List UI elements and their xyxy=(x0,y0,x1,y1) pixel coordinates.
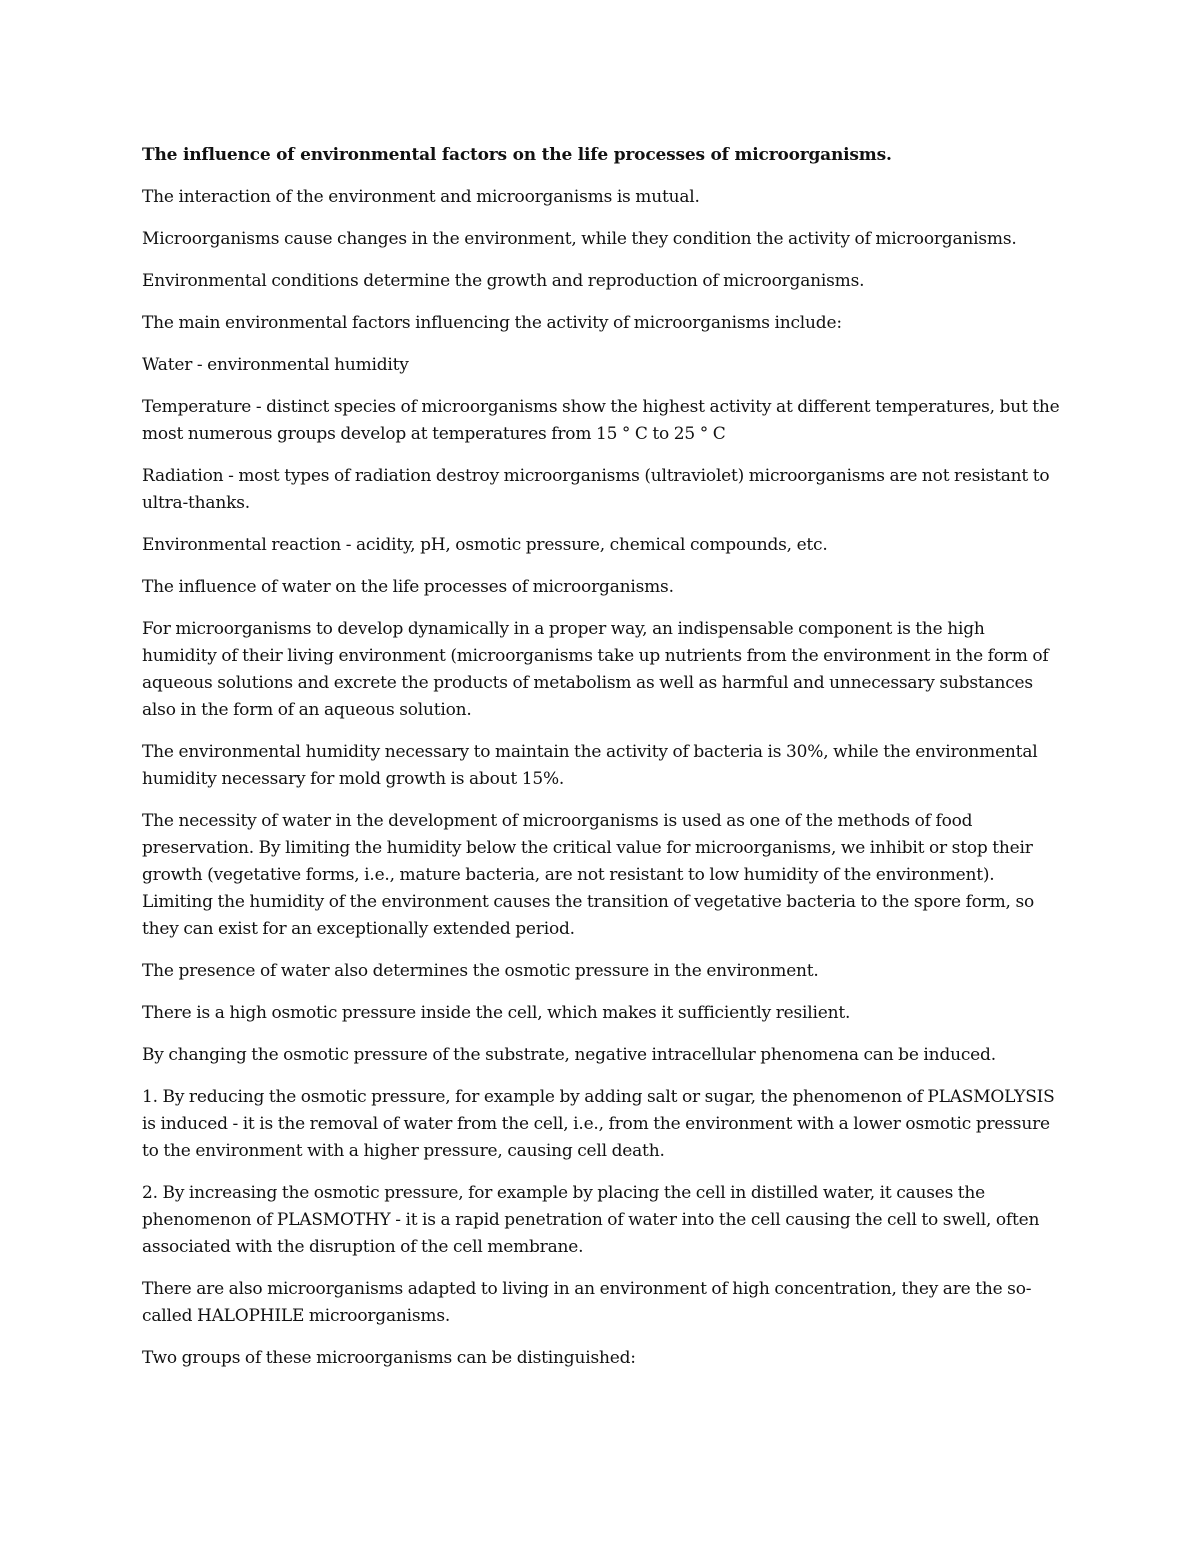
paragraph: The interaction of the environment and microorganisms is mutual. xyxy=(142,187,700,207)
paragraph: The main environmental factors influencing the activity of microorganisms include: xyxy=(142,313,842,333)
document-body xyxy=(142,142,1062,1387)
document-title: The influence of environmental factors on the life processes of microorganisms. xyxy=(142,145,892,165)
paragraph: Microorganisms cause changes in the environment, while they condition the activity of microorganisms. xyxy=(142,229,1017,249)
paragraph: There are also microorganisms adapted to living in an environment of high concentration, they are the so-called HALOPHILE microorganisms. xyxy=(142,1279,1032,1326)
paragraph: For microorganisms to develop dynamically in a proper way, an indispensable component is the high humidity of their living environment (microorganisms take up nutrients from the environment in the form of aqueous solutions and excrete the products of metabolism as well as harmful and unnecessary substances also in the form of an aqueous solution. xyxy=(142,619,1049,720)
paragraph: There is a high osmotic pressure inside the cell, which makes it sufficiently resilient. xyxy=(142,1003,851,1023)
paragraph: The necessity of water in the development of microorganisms is used as one of the methods of food preservation. By limiting the humidity below the critical value for microorganisms, we inhibit or stop their growth (vegetative forms, i.e., mature bacteria, are not resistant to low humidity of the environment). Limiting the humidity of the environment causes the transition of vegetative bacteria to the spore form, so they can exist for an exceptionally extended period. xyxy=(142,811,1035,939)
paragraph: By changing the osmotic pressure of the substrate, negative intracellular phenomena can be induced. xyxy=(142,1045,996,1065)
list-item: 1. By reducing the osmotic pressure, for example by adding salt or sugar, the phenomenon of PLASMOLYSIS is induced - it is the removal of water from the cell, i.e., from the environment with a lower osmotic pressure to the environment with a higher pressure, causing cell death. xyxy=(142,1087,1055,1161)
section-heading: The influence of water on the life processes of microorganisms. xyxy=(142,577,674,597)
list-item: 2. By increasing the osmotic pressure, for example by placing the cell in distilled water, it causes the phenomenon of PLASMOTHY - it is a rapid penetration of water into the cell causing the cell to swell, often associated with the disruption of the cell membrane. xyxy=(142,1183,1040,1257)
paragraph: Environmental reaction - acidity, pH, osmotic pressure, chemical compounds, etc. xyxy=(142,535,828,555)
paragraph: The environmental humidity necessary to maintain the activity of bacteria is 30%, while the environmental humidity necessary for mold growth is about 15%. xyxy=(142,742,1038,789)
paragraph: Temperature - distinct species of microorganisms show the highest activity at different temperatures, but the most numerous groups develop at temperatures from 15 ° C to 25 ° C xyxy=(142,397,1060,444)
paragraph: Environmental conditions determine the growth and reproduction of microorganisms. xyxy=(142,271,865,291)
paragraph: Water - environmental humidity xyxy=(142,355,409,375)
paragraph: Two groups of these microorganisms can be distinguished: xyxy=(142,1348,636,1368)
paragraph: Radiation - most types of radiation destroy microorganisms (ultraviolet) microorganisms are not resistant to ultra-thanks. xyxy=(142,466,1050,513)
paragraph: The presence of water also determines the osmotic pressure in the environment. xyxy=(142,961,819,981)
